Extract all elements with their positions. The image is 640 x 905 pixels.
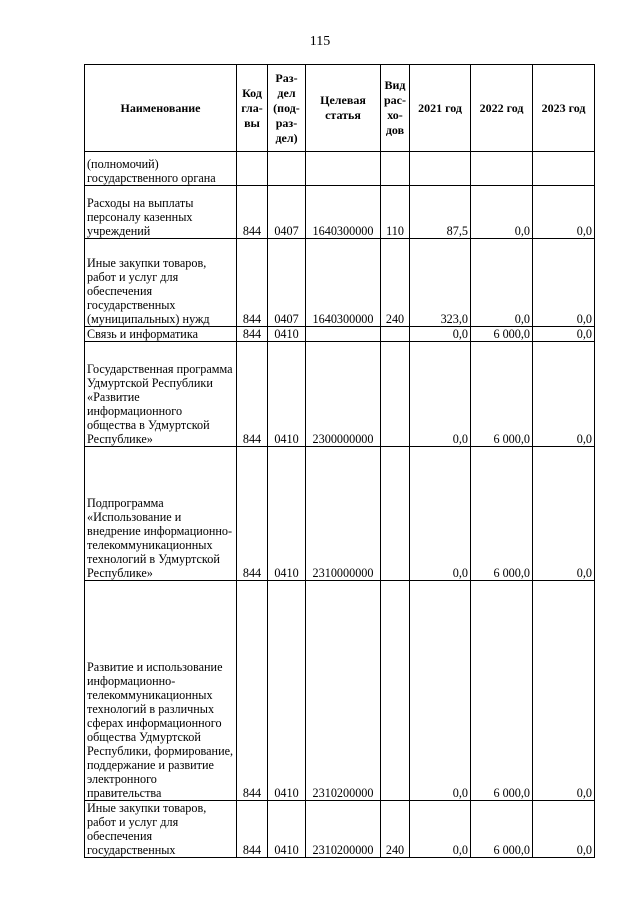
row-target: 2310200000 <box>306 801 381 858</box>
row-section: 0410 <box>268 447 306 581</box>
row-type <box>381 447 410 581</box>
header-code: Код гла- вы <box>237 65 268 152</box>
table-row <box>85 801 595 858</box>
row-2021: 0,0 <box>410 801 471 858</box>
row-2023 <box>533 152 595 186</box>
row-target: 1640300000 <box>306 239 381 327</box>
row-2021: 0,0 <box>410 342 471 447</box>
row-2022: 6 000,0 <box>471 801 533 858</box>
row-type: 240 <box>381 801 410 858</box>
row-type <box>381 342 410 447</box>
header-name: Наименование <box>85 65 237 152</box>
row-2022: 6 000,0 <box>471 327 533 342</box>
page-number: 115 <box>309 34 331 49</box>
row-2021: 0,0 <box>410 581 471 801</box>
row-2023: 0,0 <box>533 342 595 447</box>
row-type <box>381 581 410 801</box>
row-2021: 0,0 <box>410 327 471 342</box>
row-2023: 0,0 <box>533 581 595 801</box>
table-row <box>85 581 595 801</box>
row-section: 0410 <box>268 581 306 801</box>
row-2023: 0,0 <box>533 186 595 239</box>
row-2022: 0,0 <box>471 186 533 239</box>
row-2021: 323,0 <box>410 239 471 327</box>
row-code: 844 <box>237 581 268 801</box>
row-target <box>306 327 381 342</box>
row-name: Расходы на выплаты персоналу казенных учреждений <box>85 186 237 239</box>
row-2023: 0,0 <box>533 801 595 858</box>
row-section <box>268 152 306 186</box>
row-code: 844 <box>237 327 268 342</box>
row-code: 844 <box>237 342 268 447</box>
row-name: Государственная программа Удмуртской Республики «Развитие информационного общества в Удмуртской Республике» <box>85 342 237 447</box>
row-type <box>381 152 410 186</box>
row-2021 <box>410 152 471 186</box>
row-2023: 0,0 <box>533 327 595 342</box>
row-name: Иные закупки товаров, работ и услуг для обеспечения государственных (муниципальных) нужд <box>85 239 237 327</box>
header-2023: 2023 год <box>533 65 595 152</box>
table-row <box>85 152 595 186</box>
row-2021: 0,0 <box>410 447 471 581</box>
table-row <box>85 342 595 447</box>
row-name: Иные закупки товаров, работ и услуг для обеспечения государственных <box>85 801 237 858</box>
row-2021: 87,5 <box>410 186 471 239</box>
row-target: 2310000000 <box>306 447 381 581</box>
row-type <box>381 327 410 342</box>
table-row <box>85 447 595 581</box>
row-type: 240 <box>381 239 410 327</box>
header-target: Целевая статья <box>306 65 381 152</box>
row-code <box>237 152 268 186</box>
header-row <box>85 65 595 152</box>
table-row <box>85 186 595 239</box>
row-name: Развитие и использование информационно-телекоммуникационных технологий в различных сферах информационного общества Удмуртской Республики, формирование, поддержание и развитие электронного правительства <box>85 581 237 801</box>
row-code: 844 <box>237 801 268 858</box>
row-2022: 6 000,0 <box>471 342 533 447</box>
table-row <box>85 327 595 342</box>
row-2023: 0,0 <box>533 239 595 327</box>
table-row <box>85 239 595 327</box>
row-section: 0410 <box>268 801 306 858</box>
row-name: (полномочий) государственного органа <box>85 152 237 186</box>
row-target <box>306 152 381 186</box>
row-section: 0407 <box>268 239 306 327</box>
row-2022: 6 000,0 <box>471 581 533 801</box>
row-code: 844 <box>237 239 268 327</box>
row-type: 110 <box>381 186 410 239</box>
row-2023: 0,0 <box>533 447 595 581</box>
row-section: 0407 <box>268 186 306 239</box>
row-target: 1640300000 <box>306 186 381 239</box>
row-2022: 0,0 <box>471 239 533 327</box>
header-section: Раз- дел (под- раз- дел) <box>268 65 306 152</box>
header-2021: 2021 год <box>410 65 471 152</box>
row-section: 0410 <box>268 342 306 447</box>
row-code: 844 <box>237 186 268 239</box>
row-2022 <box>471 152 533 186</box>
budget-table <box>84 64 595 858</box>
row-code: 844 <box>237 447 268 581</box>
row-section: 0410 <box>268 327 306 342</box>
header-type: Вид рас- хо- дов <box>381 65 410 152</box>
row-2022: 6 000,0 <box>471 447 533 581</box>
row-name: Связь и информатика <box>85 327 237 342</box>
row-target: 2310200000 <box>306 581 381 801</box>
row-target: 2300000000 <box>306 342 381 447</box>
row-name: Подпрограмма «Использование и внедрение информационно-телекоммуникационных технологий в Удмуртской Республике» <box>85 447 237 581</box>
header-2022: 2022 год <box>471 65 533 152</box>
